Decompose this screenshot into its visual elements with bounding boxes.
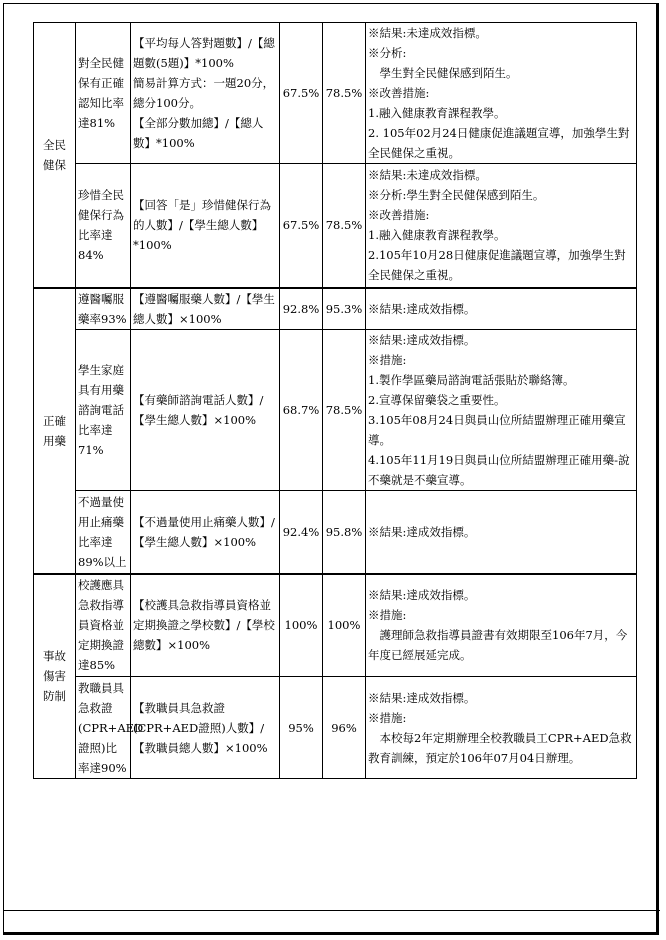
formula-text: 【有藥師諮詢電話人數】/【學生總人數】×100% [133, 393, 264, 427]
value-cell-2: 95.8% [323, 491, 366, 574]
result-text: ※結果:達成效指標。 ※措施: 本校每2年定期辦理全校教職員工CPR+AED急救教育訓練，預定於106年07月04日辦理。 [368, 690, 632, 765]
table-row [34, 288, 637, 330]
category-cell [34, 574, 76, 779]
item-cell: 遵醫囑服藥率93% [76, 288, 131, 330]
result-cell [366, 164, 637, 288]
result-cell [366, 23, 637, 164]
table-row [34, 677, 637, 779]
value-cell-1: 100% [280, 574, 323, 677]
table-row [34, 574, 637, 677]
formula-text: 【回答「是」珍惜健保行為的人數】/【學生總人數】*100% [133, 198, 271, 253]
formula-cell [131, 330, 280, 491]
formula-text: 【遵醫囑服藥人數】/【學生總人數】×100% [133, 291, 275, 326]
value-cell-1: 67.5% [280, 23, 323, 164]
table-row [34, 23, 637, 164]
footer-divider [4, 910, 660, 911]
formula-text: 【不過量使用止痛藥人數】/【學生總人數】×100% [133, 514, 275, 549]
value-cell-2: 78.5% [323, 23, 366, 164]
value-cell-1: 92.8% [280, 288, 323, 330]
formula-text: 【教職員具急救證(CPR+AED證照)人數】/【教職員總人數】×100% [133, 700, 268, 755]
item-cell: 校護應具急救指導員資格並定期換證達85% [76, 574, 131, 677]
formula-cell [131, 491, 280, 574]
result-text: ※結果:未達成效指標。 ※分析: 學生對全民健保感到陌生。 ※改善措施: 1.融入健康教育課程教學。 2. 105年02月24日健康促進議題宣導，加強學生對全民健保之重視。 [368, 26, 630, 160]
indicator-table [33, 22, 637, 779]
result-cell [366, 677, 637, 779]
category-label: 正確 用藥 [43, 413, 66, 448]
category-cell [34, 23, 76, 288]
formula-text: 【校護具急救指導員資格並定期換證之學校數】/【學校總數】×100% [133, 598, 275, 653]
formula-cell [131, 574, 280, 677]
item-cell: 對全民健保有正確認知比率達81% [76, 23, 131, 164]
table-row [34, 164, 637, 288]
table-row [34, 330, 637, 491]
value-cell-2: 96% [323, 677, 366, 779]
value-cell-1: 67.5% [280, 164, 323, 288]
value-cell-1: 68.7% [280, 330, 323, 491]
result-text: ※結果:達成效指標。 [368, 524, 476, 539]
result-text: ※結果:達成效指標。 ※措施: 1.製作學區藥局諮詢電話張貼於聯絡簿。 2.宣導保留藥袋之重要性。 3.105年08月24日與員山位所結盟辦理正確用藥宣導。 4.105年11月19日與員山位所結盟辦理正確用藥-說不藥就是不藥宣導。 [368, 333, 630, 487]
category-label: 事故 傷害 防制 [43, 649, 66, 704]
formula-cell [131, 288, 280, 330]
value-cell-2: 100% [323, 574, 366, 677]
category-cell [34, 288, 76, 574]
result-text: ※結果:達成效指標。 [368, 301, 476, 316]
formula-text: 【平均每人答對題數】/【總題數(5題)】*100% 簡易計算方式：一題20分，總分100分。 【全部分數加總】/【總人數】*100% [133, 36, 275, 150]
item-cell: 學生家庭具有用藥諮詢電話比率達71% [76, 330, 131, 491]
category-label: 全民 健保 [43, 137, 66, 172]
result-text: ※結果:未達成效指標。 ※分析:學生對全民健保感到陌生。 ※改善措施: 1.融入健康教育課程教學。 2.105年10月28日健康促進議題宣導，加強學生對全民健保之重視。 [368, 168, 626, 283]
value-cell-2: 95.3% [323, 288, 366, 330]
value-cell-2: 78.5% [323, 164, 366, 288]
result-cell [366, 288, 637, 330]
result-cell [366, 574, 637, 677]
value-cell-2: 78.5% [323, 330, 366, 491]
item-cell: 教職員具急救證(CPR+AED證照)比率達90% [76, 677, 131, 779]
result-text: ※結果:達成效指標。 ※措施: 護理師急救指導員證書有效期限至106年7月，今年度已經展延完成。 [368, 588, 628, 663]
value-cell-1: 92.4% [280, 491, 323, 574]
result-cell [366, 330, 637, 491]
table-row [34, 491, 637, 574]
formula-cell [131, 164, 280, 288]
result-cell [366, 491, 637, 574]
formula-cell [131, 677, 280, 779]
value-cell-1: 95% [280, 677, 323, 779]
item-cell: 不過量使用止痛藥比率達89%以上 [76, 491, 131, 574]
item-cell: 珍惜全民健保行為比率達84% [76, 164, 131, 288]
formula-cell [131, 23, 280, 164]
